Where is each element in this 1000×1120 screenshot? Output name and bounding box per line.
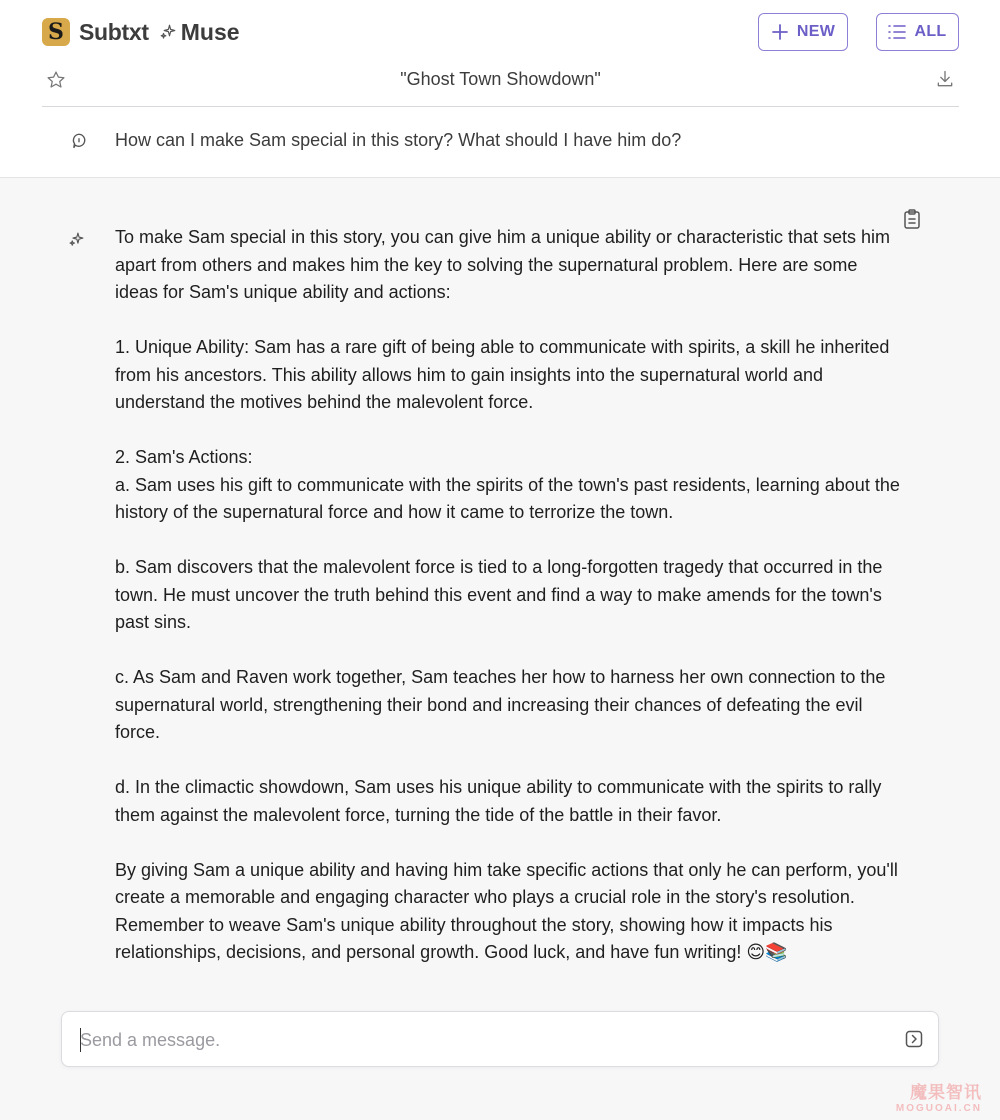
message-composer[interactable] <box>61 1011 939 1067</box>
assistant-paragraph <box>115 554 905 637</box>
sparkle-icon <box>68 231 85 248</box>
assistant-paragraph <box>115 774 905 829</box>
all-button[interactable] <box>876 13 959 51</box>
new-button[interactable] <box>758 13 848 51</box>
assistant-paragraph <box>115 224 905 307</box>
download-icon[interactable] <box>935 69 955 89</box>
user-message-text: How can I make Sam special in this story? What should I have him do? <box>115 130 682 150</box>
document-title: "Ghost Town Showdown" <box>400 69 601 89</box>
assistant-text: a. Sam uses his gift to communicate with the spirits of the town's past residents, learning about the history of the supernatural force and how it came to terrorize the town. <box>115 474 900 522</box>
product-name: Muse <box>180 18 240 45</box>
assistant-text: b. Sam discovers that the malevolent force is tied to a long-forgotten tragedy that occurred in the town. He must uncover the truth behind this event and find a way to make amends for the town's past sins. <box>115 557 883 632</box>
plus-icon <box>771 23 789 41</box>
list-icon <box>888 24 906 40</box>
sparkle-icon <box>159 23 177 41</box>
assistant-text: By giving Sam a unique ability and having him take specific actions that only he can perform, you'll create a memorable and engaging character who plays a crucial role in the story's resolution. Remember to weave Sam's unique ability throughout the story, showing how it impacts his relationships, decisions, and personal growth. Good luck, and have fun writing! 😊📚 <box>115 859 898 962</box>
assistant-text: d. In the climactic showdown, Sam uses his unique ability to communicate with the spirits to rally them against the malevolent force, turning the tide of the battle in their favor. <box>115 777 882 825</box>
assistant-paragraph <box>115 444 905 527</box>
message-input[interactable] <box>80 1026 880 1054</box>
clipboard-icon[interactable] <box>903 209 921 229</box>
user-bubble-icon <box>70 132 88 150</box>
brand[interactable] <box>42 17 240 47</box>
new-button-label: NEW <box>796 23 836 40</box>
brand-logo: S <box>42 18 70 46</box>
assistant-paragraph <box>115 664 905 747</box>
assistant-text: 1. Unique Ability: Sam has a rare gift of being able to communicate with spirits, a skill he inherited from his ancestors. This ability allows him to gain insights into the supernatural world and understand the motives behind the malevolent force. <box>115 337 890 412</box>
document-title-bar <box>42 62 959 107</box>
watermark-text: 魔果智讯 <box>910 1083 982 1102</box>
send-icon[interactable] <box>905 1030 923 1048</box>
watermark-subtext: MOGUOAI.CN <box>895 1103 982 1114</box>
user-message <box>0 108 1000 178</box>
assistant-text: 2. Sam's Actions: <box>115 447 253 467</box>
app-header <box>0 0 1000 178</box>
assistant-text: c. As Sam and Raven work together, Sam teaches her how to harness her own connection to the supernatural world, strengthening their bond and increasing their chances of defeating the evil force. <box>115 667 886 742</box>
watermark <box>896 1078 982 1114</box>
assistant-message-body <box>115 224 905 967</box>
all-button-label: ALL <box>914 23 947 40</box>
assistant-paragraph <box>115 334 905 417</box>
brand-name: Subtxt <box>79 18 149 45</box>
assistant-paragraph <box>115 857 905 967</box>
assistant-text: To make Sam special in this story, you can give him a unique ability or characteristic that sets him apart from others and makes him the key to solving the supernatural problem. Here are some ideas for Sam's unique ability and actions: <box>115 227 891 302</box>
